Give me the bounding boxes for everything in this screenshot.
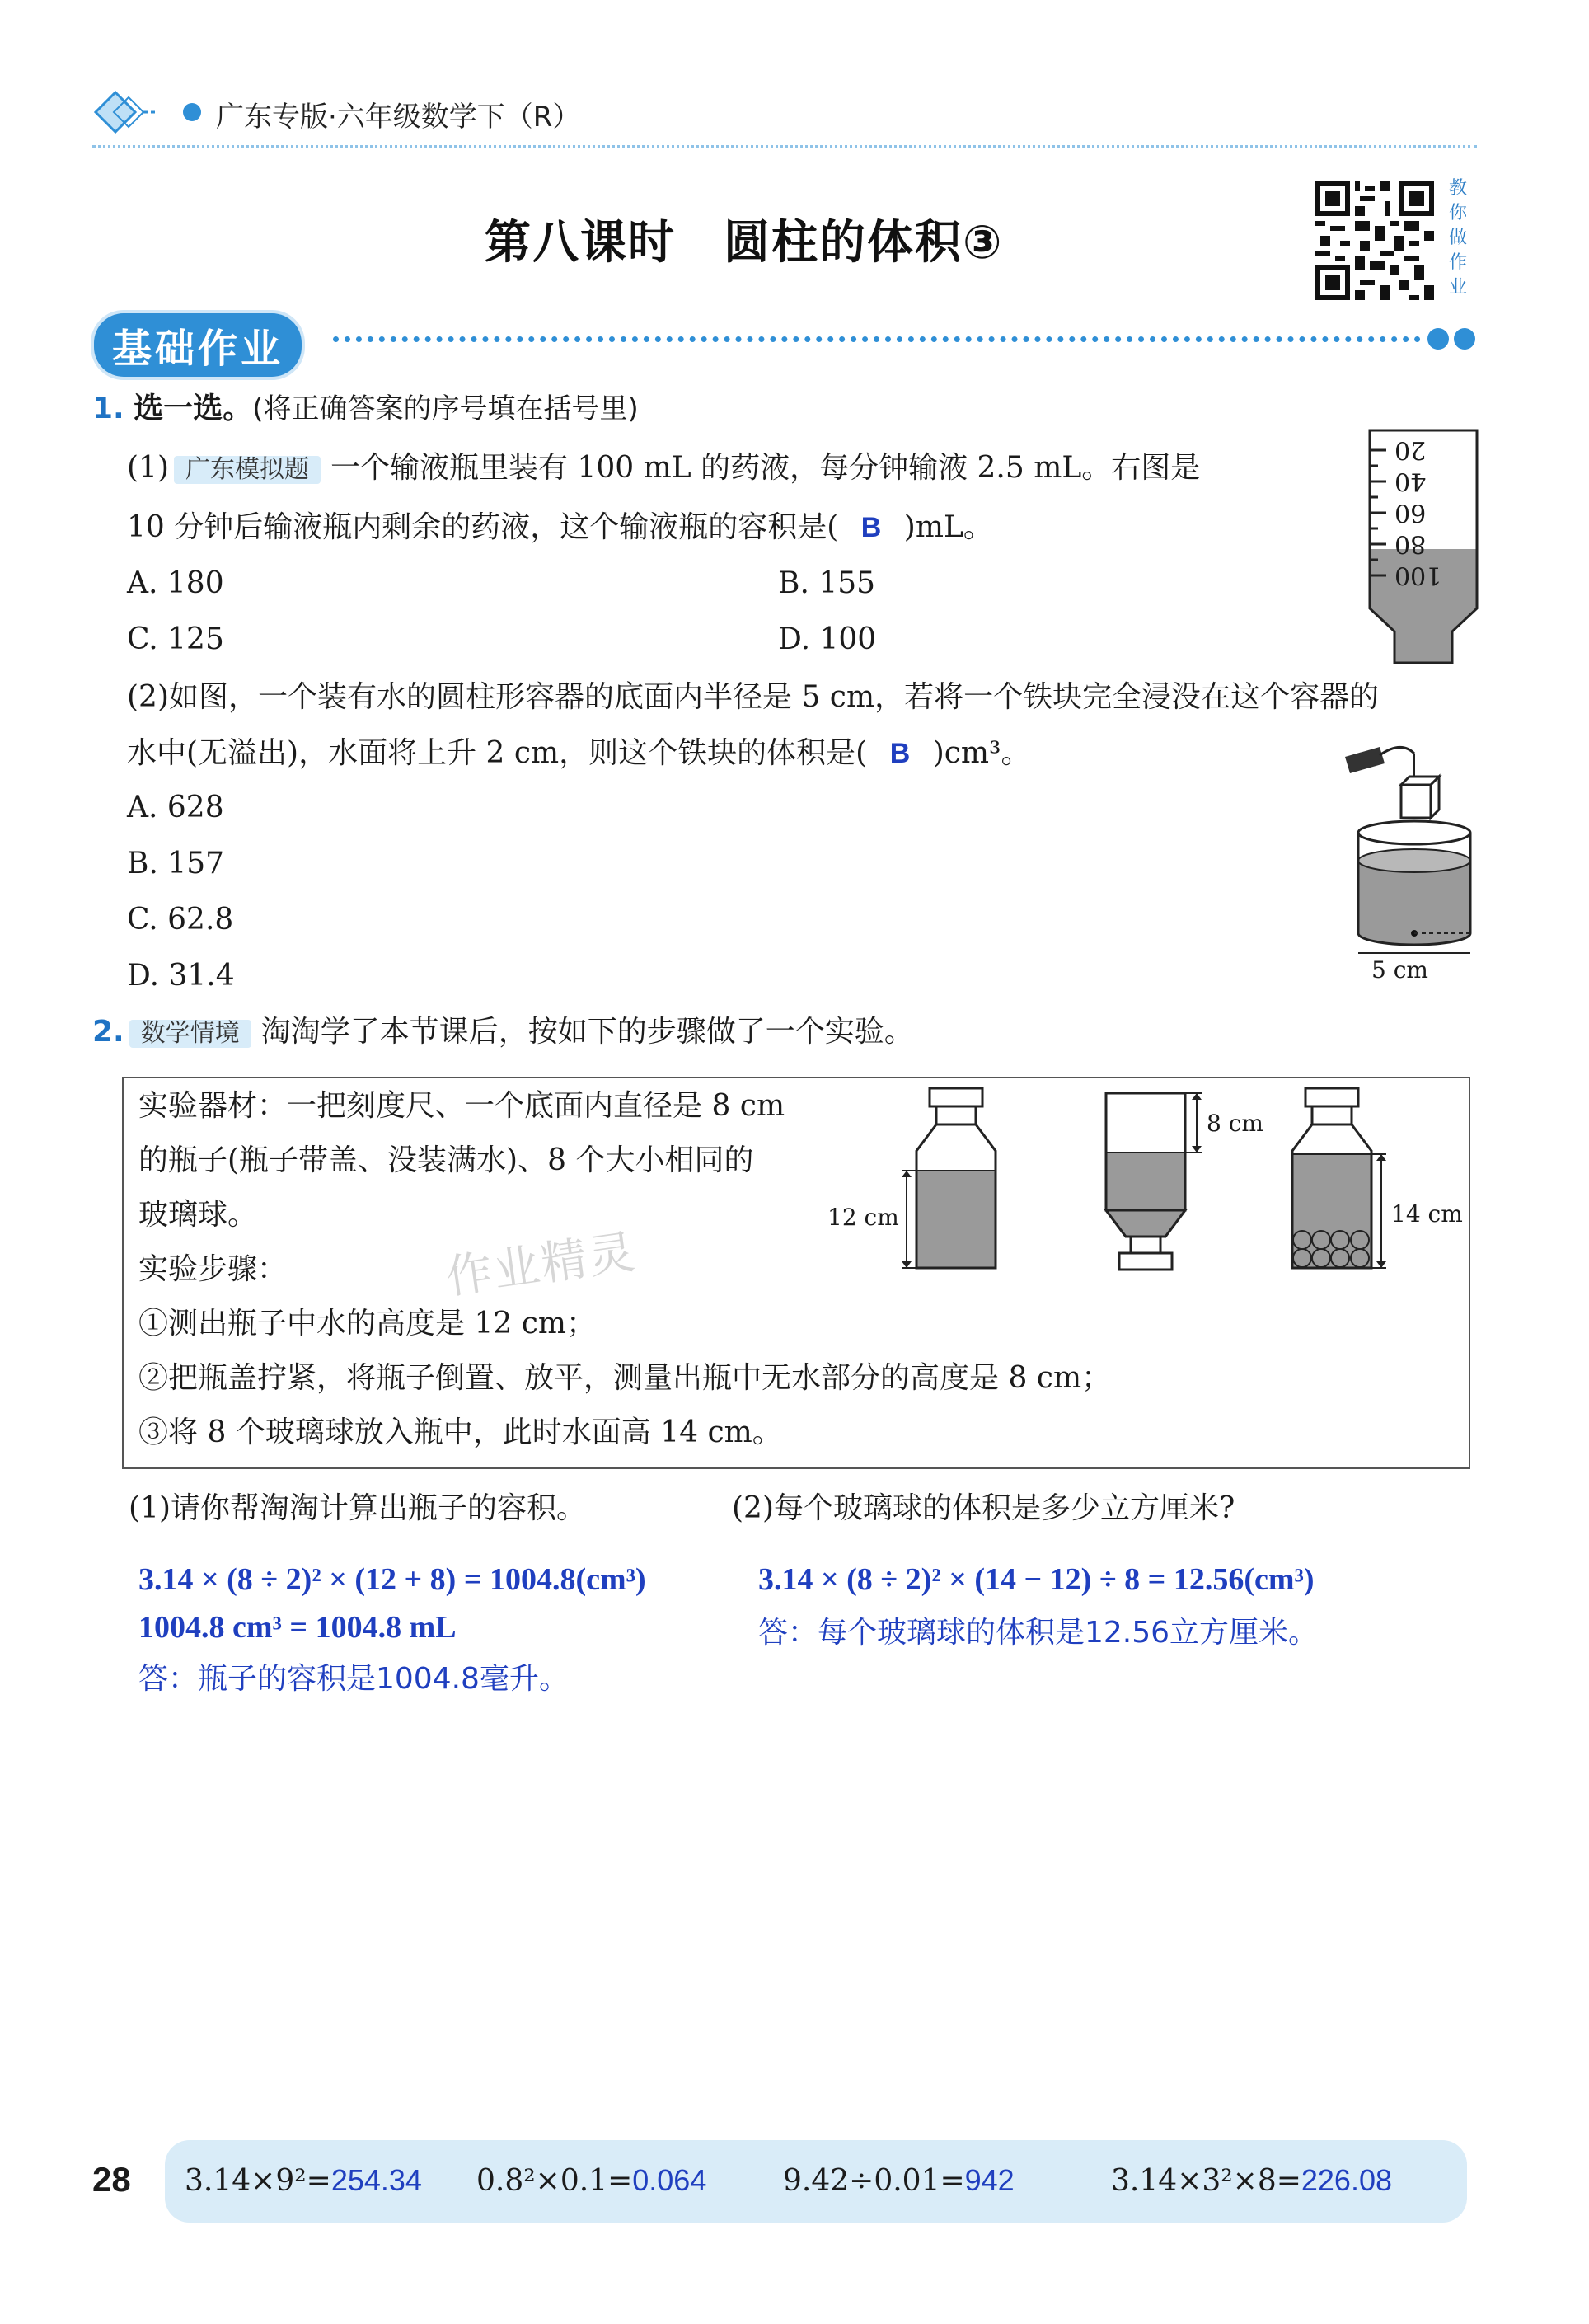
section-divider	[333, 336, 1421, 342]
q1-p1-tag: 广东模拟题	[174, 456, 321, 484]
q2-sub1-prompt: (1)请你帮淘淘计算出瓶子的容积。	[129, 1491, 586, 1525]
scale-label: 100	[1394, 561, 1442, 589]
q2-tag: 数学情境	[129, 1020, 251, 1048]
header-dot-icon	[183, 103, 201, 121]
q2-sub1-answer-1: 3.14 × (8 ÷ 2)² × (12 + 8) = 1004.8(cm³)	[138, 1562, 646, 1597]
cylinder-radius-label: 5 cm	[1371, 956, 1428, 984]
header-logo-icon	[92, 89, 166, 135]
footer-item	[185, 2163, 422, 2198]
qr-side-char: 作	[1448, 252, 1467, 273]
q1-p1-text2: 10 分钟后输液瓶内剩余的药液，这个输液瓶的容积是(	[127, 510, 839, 544]
qr-side-char: 业	[1448, 277, 1467, 298]
scale-label: 80	[1394, 529, 1427, 558]
footer-expr: 0.8²×0.1=	[476, 2164, 633, 2198]
q1-p1-option: D. 100	[778, 622, 877, 656]
experiment-line: 实验器材：一把刻度尺、一个底面内直径是 8 cm	[138, 1089, 785, 1123]
q1-p1-line1	[127, 453, 1200, 484]
q2-sub1-answer-2: 1004.8 cm³ = 1004.8 mL	[138, 1610, 457, 1645]
bottle-figures	[824, 1085, 1467, 1275]
q1-p1-option: A. 180	[127, 566, 224, 600]
q1-number: 1.	[92, 392, 124, 425]
q1-p1-option: C. 125	[127, 622, 224, 656]
scale-label: 20	[1394, 435, 1427, 464]
section-end-dot-icon	[1427, 328, 1449, 350]
q2-sub2-answer-1: 3.14 × (8 ÷ 2)² × (14 − 12) ÷ 8 = 12.56(cm³)	[758, 1562, 1315, 1597]
qr-code-icon[interactable]	[1315, 181, 1434, 300]
q1-p1-answer: B	[860, 512, 882, 543]
page-number: 28	[92, 2160, 131, 2199]
bottle-label-12cm: 12 cm	[827, 1204, 899, 1231]
q1-heading	[92, 394, 639, 424]
q1-p1-label: (1)	[127, 451, 169, 485]
cylinder-iron-block-figure	[1343, 737, 1484, 984]
watermark: 作业精灵	[443, 1225, 640, 1305]
bottle-label-8cm: 8 cm	[1207, 1110, 1263, 1137]
experiment-line: 实验步骤：	[138, 1252, 288, 1286]
scale-label: 40	[1394, 467, 1427, 495]
q1-title: 选一选。	[134, 392, 253, 425]
header-title: 广东专版·六年级数学下（R）	[216, 101, 581, 134]
q1-p2-text2: 水中(无溢出)，水面将上升 2 cm，则这个铁块的体积是(	[127, 736, 868, 770]
footer-ans: 942	[964, 2163, 1015, 2197]
q2-number: 2.	[92, 1015, 124, 1049]
q1-p1-text3: )mL。	[903, 510, 993, 544]
header-divider	[92, 145, 1477, 148]
footer-ans: 226.08	[1301, 2163, 1392, 2197]
q1-p2-option: B. 157	[127, 847, 225, 880]
iv-bottle-figure	[1362, 425, 1485, 664]
q2-sub2-answer-2: 答：每个玻璃球的体积是12.56立方厘米。	[758, 1616, 1319, 1650]
footer-expr: 9.42÷0.01=	[783, 2164, 965, 2198]
page-title: 第八课时 圆柱的体积③	[485, 216, 1004, 270]
footer-item	[783, 2163, 1015, 2198]
q1-p2-line2	[127, 736, 1031, 770]
q1-p2-line1: (2)如图，一个装有水的圆柱形容器的底面内半径是 5 cm，若将一个铁块完全浸没在这个容器的	[127, 680, 1380, 714]
q1-p2-option: C. 62.8	[127, 903, 234, 937]
section-badge: 基础作业	[94, 313, 302, 377]
q1-p1-line2	[127, 510, 993, 544]
q2-sub1-answer-3: 答：瓶子的容积是1004.8毫升。	[138, 1662, 569, 1696]
scale-label: 60	[1394, 498, 1427, 527]
experiment-line: ②把瓶盖拧紧，将瓶子倒置、放平，测量出瓶中无水部分的高度是 8 cm；	[138, 1361, 1112, 1395]
bottle-label-14cm: 14 cm	[1391, 1200, 1463, 1228]
q2-heading	[92, 1017, 914, 1048]
footer-expr: 3.14×9²=	[185, 2164, 331, 2198]
q1-p2-option: A. 628	[127, 791, 224, 824]
experiment-line: ③将 8 个玻璃球放入瓶中，此时水面高 14 cm。	[138, 1416, 782, 1449]
q2-intro: 淘淘学了本节课后，按如下的步骤做了一个实验。	[260, 1015, 914, 1049]
q1-p1-text1: 一个输液瓶里装有 100 mL 的药液，每分钟输液 2.5 mL。右图是	[330, 451, 1201, 485]
q1-instruction: (将正确答案的序号填在括号里)	[252, 392, 639, 425]
experiment-line: 玻璃球。	[138, 1198, 258, 1232]
section-end-dot-icon	[1454, 328, 1475, 350]
footer-ans: 254.34	[330, 2163, 422, 2197]
experiment-line: ①测出瓶子中水的高度是 12 cm；	[138, 1307, 596, 1340]
q1-p2-text3: )cm³。	[932, 736, 1031, 770]
footer-item	[1111, 2163, 1392, 2198]
qr-side-char: 教	[1448, 178, 1467, 199]
q1-p2-option: D. 31.4	[127, 959, 235, 993]
footer-expr: 3.14×3²×8=	[1111, 2164, 1301, 2198]
q1-p2-answer: B	[889, 738, 911, 769]
q1-p1-option: B. 155	[778, 566, 876, 600]
footer-ans: 0.064	[632, 2163, 707, 2197]
footer-item	[476, 2163, 706, 2198]
qr-side-char: 做	[1448, 228, 1467, 248]
q2-sub2-prompt: (2)每个玻璃球的体积是多少立方厘米?	[732, 1491, 1235, 1525]
qr-side-char: 你	[1448, 203, 1467, 223]
experiment-line: 的瓶子(瓶子带盖、没装满水)、8 个大小相同的	[138, 1143, 754, 1177]
